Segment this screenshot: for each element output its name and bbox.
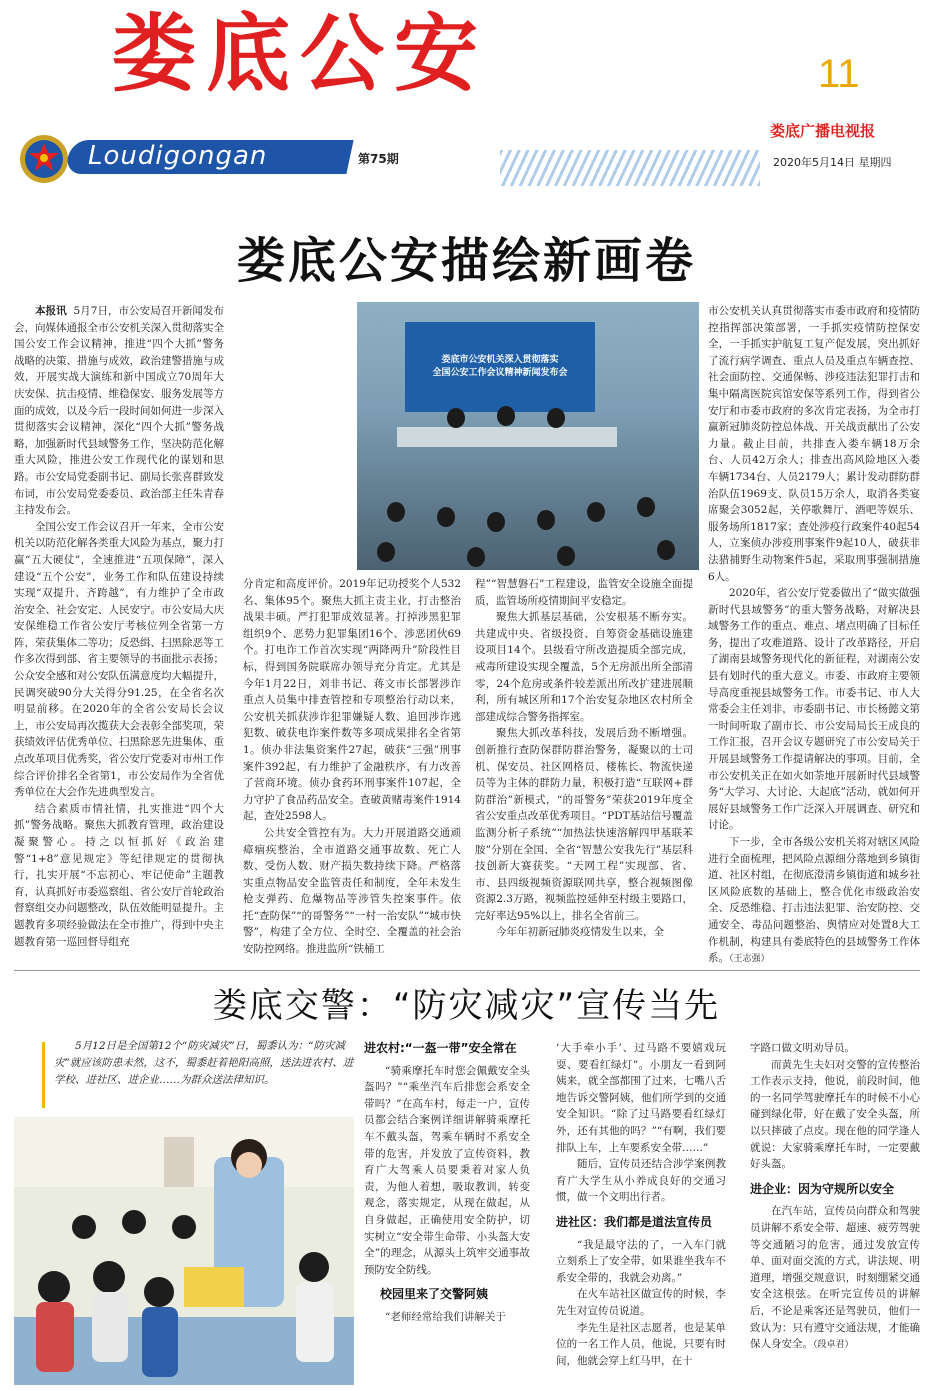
article-paragraph: 聚焦大抓改革科技，发展后劲不断增强。创新推行查防保群防群治警务，凝聚以的士司机、保安员、社区网格员、楼栋长、物流快递员等为主体的群防力量，积极打造“互联网+群防群治”新模式，“的哥警务”荣获2019年度全省公安重点改革优秀项目。“PDT基站信号覆盖监测分析子系统”“加热法快速溶解四甲基联苯胺”分别在全国、全省“智慧公安我先行”基层科技创新大赛获奖。“天网工程”实现部、省、市、县四级视频资源联网共享，整合视频图像资源2.3万路，视频监控延伸至村级主要路口，完好率达95%以上，排名全省前三。 [475,727,693,922]
story2-column-3 [750,1040,920,1385]
photo-person [537,510,555,530]
photo-person [377,542,395,562]
story2-column-2 [556,1040,726,1385]
accent-bar [42,1042,45,1108]
article-paragraph: “骑乘摩托车时您会佩戴安全头盔吗？”“乘坐汽车后排您会系安全带吗？”在高车村，每走一户，宣传员都会结合案例详细讲解骑乘摩托车不戴头盔，驾乘车辆时不系安全带的危害，并发放了宣传资料，教育广大驾乘人员要秉着对家人负责，为他人着想，吸取教训，转变观念，落实规定，从现在做起，从自身做起，正确使用安全防护，切实树立“安全带生命带、小头盔大安全”的理念，从源头上筑牢交通事故预防安全防线。 [364,1064,530,1276]
article-paragraph [750,1203,920,1353]
article-paragraph: 结合素质市情社情，扎实推进“四个大抓”警务战略。聚焦大抓教育管理，政治建设凝聚警心。持之以恒抓好《政治建警“1+8”意见规定》等纪律规定的贯彻执行，扎实开展“不忘初心、牢记使命”主题教育，认真抓好市委巡察组、省公安厅首轮政治督察组交办问题整改，队伍效能明显提升。主题教育多项经验做法在全市推广，得到中央主题教育第一巡回督导组充 [14,802,224,948]
page-number: 11 [818,52,860,96]
issue-number: 第75期 [358,152,399,166]
section-title: 进农村:“一盔一带”安全常在 [364,1041,517,1055]
photo-person [497,406,515,426]
byline: （段卓君） [813,1340,854,1351]
photo-person [387,502,405,522]
article-paragraph: 李先生是社区志愿者，也是某单位的一名工作人员，他说，只要有时间，他就会穿上红马甲，在十 [556,1321,726,1367]
article-paragraph: 字路口做文明劝导员。 [750,1042,855,1054]
screen-line: 娄底市公安机关深入贯彻落实 [441,355,559,365]
lead-label: 本报讯 [35,305,67,317]
photo-person [447,408,465,428]
photo-person [637,497,655,517]
article-column-2 [243,576,461,966]
paragraph-text: 5月7日，市公安局召开新闻发布会，向媒体通报全市公安机关深入贯彻落实全国公安工作会议精神，推进“四个大抓”警务战略的决策、措施与成效，政治建警措施与成效，开展实战大演练和新中国成立70周年大庆安保、抗击疫情、维稳保安、服务发展等方面的成效，以及今后一段时间如何进一步深入贯彻落实会议精神，深化“四个大抓”警务战略，加强新时代县域警务工作，坚决防范化解重大风险，推进公安工作现代化的谋划和思路。市公安局党委副书记、副局长张喜群致发布词，市公安局党委委员、政治部主任朱青春主持发布会。 [14,305,224,517]
article-paragraph: 今年年初新冠肺炎疫情发生以来，全 [496,926,664,939]
brand-name: Loudigongan [88,141,268,171]
byline: （王志强） [729,954,770,965]
decorative-stripes [500,150,760,186]
screen-line: 全国公安工作会议精神新闻发布会 [432,368,568,378]
article-paragraph: 2020年，省公安厅党委做出了“做实做强新时代县域警务”的重大警务战略，对解决县域警务工作的重点、难点、堵点明确了目标任务，提出了攻难道路、设计了改革路径，开启了湖南县域警务现代化的新征程，对湖南公安县有划时代的重大意义。市委、市政府主要领导高度重视县域警务工作。市委书记、市人大常委会主任刘非，市委副书记、市长杨懿文第一时间听取了副市长、市公安局局长王成良的工作汇报，召开会议专题研究了市公安局关于开展县域警务工作提请解决的事项。目前，全市公安机关正在如火如荼地开展新时代县域警务“大学习、大讨论、大起底”活动，就如何开展好县域警务工作广泛深入开展调查、研究和讨论。 [708,587,920,832]
main-headline: 娄底公安描绘新画卷 [236,233,696,289]
photo-screen-text [405,354,595,380]
story2-column-1 [364,1040,530,1385]
intro-text: 5月12日是全国第12个“防灾减灾”日，蜀黍认为：“防灾减灾”就应该防患未然，这不，蜀黍赶着艳阳高照，送法进农村、进学校、进社区、进企业……为群众送法律知识。 [54,1040,354,1086]
section-title: 校园里来了交警阿姨 [380,1287,489,1302]
photo-person [587,502,605,522]
article-paragraph: 市公安机关认真贯彻落实市委市政府和疫情防控指挥部决策部署，一手抓实疫情防控保安全，一手抓实护航复工复产促发展，突出抓好了流行病学调查、重点人员及重点车辆查控、社会面防控、交通保畅、涉疫违法犯罪打击和集中隔离医院宾馆安保等系列工作，得到省公安厅和市委市政府的多次肯定表扬，为全市打赢新冠肺炎防控总体战、开关战贡献出了公安力量。截止目前，共排查入娄车辆18万余台、人员42万余人；排查出高风险地区入娄车辆1734台、人员2179人；累计发动群防群治队伍1969支、队员15万余人，取消各类宴席聚会3052起，关停歌舞厅、酒吧等娱乐、服务场所1817家；查处涉疫行政案件40起54人，立案侦办涉疫刑事案件9起10人，破获非法猎捕野生动物案件5起，采取刑事强制措施6人。 [708,305,920,583]
podium-table [397,427,617,447]
paragraph-text: 在汽车站，宣传员向群众和驾驶员讲解不系安全带、超速、疲劳驾驶等交通陋习的危害，通过发放宣传单、面对面交流的方式，讲法规、明道理，增强交规意识，时刻绷紧交通安全这根弦。在听完宣传员的讲解后，不论是乘客还是驾驶员，他们一致认为：只有遵守交通法规，才能确保人身安全。 [750,1205,920,1351]
photo-person [467,547,485,567]
article-paragraph: 随后，宣传员还结合涉学案例教育广大学生从小养成良好的交通习惯，做一个文明出行者。 [556,1158,726,1204]
photo-person [437,507,455,527]
secondary-headline: 娄底交警：“防灾减灾”宣传当先 [212,986,721,1026]
photo-screen [405,322,595,412]
photo-person [547,408,565,428]
intro-box [42,1038,354,1112]
publisher-name: 娄底广播电视报 [770,122,876,140]
section-divider [14,970,920,971]
article-paragraph: 而黄先生夫妇对交警的宣传整治工作表示支持，他说，前段时间，他的一名同学驾驶摩托车的时候不小心碰到绿化带，好在戴了安全头盔，所以只摔破了点皮。现在他的同学逢人就说：大家骑乘摩托车时，一定要戴好头盔。 [750,1058,920,1171]
paragraph-text: 下一步，全市各级公安机关将对辖区风险进行全面梳理，把风险点源细分落地到乡镇街道、社区村组，在彻底澄清乡镇街道和城乡社区风险底数的基础上，整合优化市级政治安全、反恐维稳、打击违法犯罪、治安防控、交通安全、毒品问题整治、舆情应对处置8大工作机制，构建具有娄底特色的县域警务工作体系。 [708,836,920,965]
article-paragraph: “老师经常给我们讲解关于 [385,1310,506,1323]
article-paragraph: 聚焦大抓基层基础，公安根基不断夯实。共建成中央、省级投资、自筹资金基础设施建设项目14个。县级看守所改造提质全部完成，戒毒所建设实现全覆盖，5个无房派出所全部清零，24个危房或条件较差派出所改扩建进展顺利，所有城区所和17个治安复杂地区农村所全部建成综合警务指挥室。 [475,611,693,723]
police-emblem-icon [18,133,70,185]
article-paragraph: 全国公安工作会议召开一年来，全市公安机关以防范化解各类重大风险为基点，聚力打赢“五大硬仗”，全速推进“五项保障”，深入建设“五个公安”，业务工作和队伍建设持续实现“双提升、齐跨越”，有力维护了全市政治安全、社会安定、人民安宁。市公安局大庆安保维稳工作省公安厅考核位列全省第一方阵，荣获集体二等功；反恐缉、扫黑除恶等工作多次得到部、省主要领导的书面批示表扬；公众安全感和对公安队伍满意度均大幅提升，民调突破90分大关得分91.25，在全省名次明显前移。在2020年的全省公安局长会议上，市公安局再次揽获大会表彰全部奖项，荣获绩效评估优秀单位、扫黑除恶先进集体、重点改革项目优秀奖，省公安厅党委对市州工作综合评价排名全省第1，市公安局作为全省优秀单位在大会作先进典型发言。 [14,520,224,799]
article-paragraph: 公共安全管控有为。大力开展道路交通顽瘴痼疾整治，全市道路交通事故数、死亡人数、受伤人数、财产损失数持续下降。严格落实重点物品安全监管责任和制度，全年未发生枪支弹药、危爆物品等涉管失控案事件。依托“查防保”“的哥警务”“一村一治安队”“城市快警”，构建了全方位、全时空、全覆盖的社会治安防控网络。推进监所“铁桶工 [243,826,461,956]
article-paragraph: 分肯定和高度评价。2019年记功授奖个人532名、集体95个。聚焦大抓主责主业，打击整治战果丰硕。严打犯罪成效显著。打掉涉黑犯罪组织9个、恶势力犯罪集团16个、涉恶团伙69个。打电诈工作首次实现“两降两升”阶段性目标，得到国务院联席办领导充分肯定。尤其是今年1月22日，刘非书记、蒋文市长部署涉诈重点人员集中排查管控和专项整治行动以来，公安机关抓获涉诈犯罪嫌疑人数、追回涉诈逃犯数、破获电诈案件数等多项成果排名全省第1。侦办非法集资案件27起，破获“三强”刑事案件392起，有力维护了金融秩序，有力改善了营商环境。侦办食药环刑事案件107起，全力守护了食品药品安全。查破黄赌毒案件1914起，查处2598人。 [243,578,461,823]
photo-person [557,546,575,566]
photo-person [657,540,675,560]
article-column-1 [14,303,224,965]
article-paragraph: “我是最守法的了，一入车门就立刻系上了安全带，如果谁坐我车不系安全带的，我就会劝离。” [556,1238,726,1284]
article-paragraph: 程”“智慧磐石”工程建设，监管安全设施全面提质，监管场所疫情期间平安稳定。 [475,578,693,607]
photo-person [487,512,505,532]
school-visit-photo [14,1117,354,1385]
article-paragraph [14,303,224,519]
publication-date: 2020年5月14日 星期四 [773,156,892,169]
section-title: 进社区：我们都是道法宣传员 [556,1214,713,1229]
article-paragraph: 在火车站社区做宣传的时候，李先生对宣传员说道。 [556,1288,726,1317]
article-column-3 [475,576,693,966]
article-paragraph: ‘大手牵小手’、过马路不要嬉戏玩耍、要看红绿灯”。小朋友一看到阿姨来，就全部都围了过来，七嘴八舌地告诉交警阿姨，他们所学到的交通安全知识。“除了过马路要看红绿灯外，还有其他的吗？”“有啊，我们要排队上车，上车要系安全带……” [556,1042,726,1154]
section-title: 进企业：因为守规所以安全 [750,1181,895,1196]
article-column-4 [708,303,920,967]
press-conference-photo [357,302,699,570]
article-paragraph [708,834,920,967]
masthead-title: 娄底公安 [112,5,489,103]
